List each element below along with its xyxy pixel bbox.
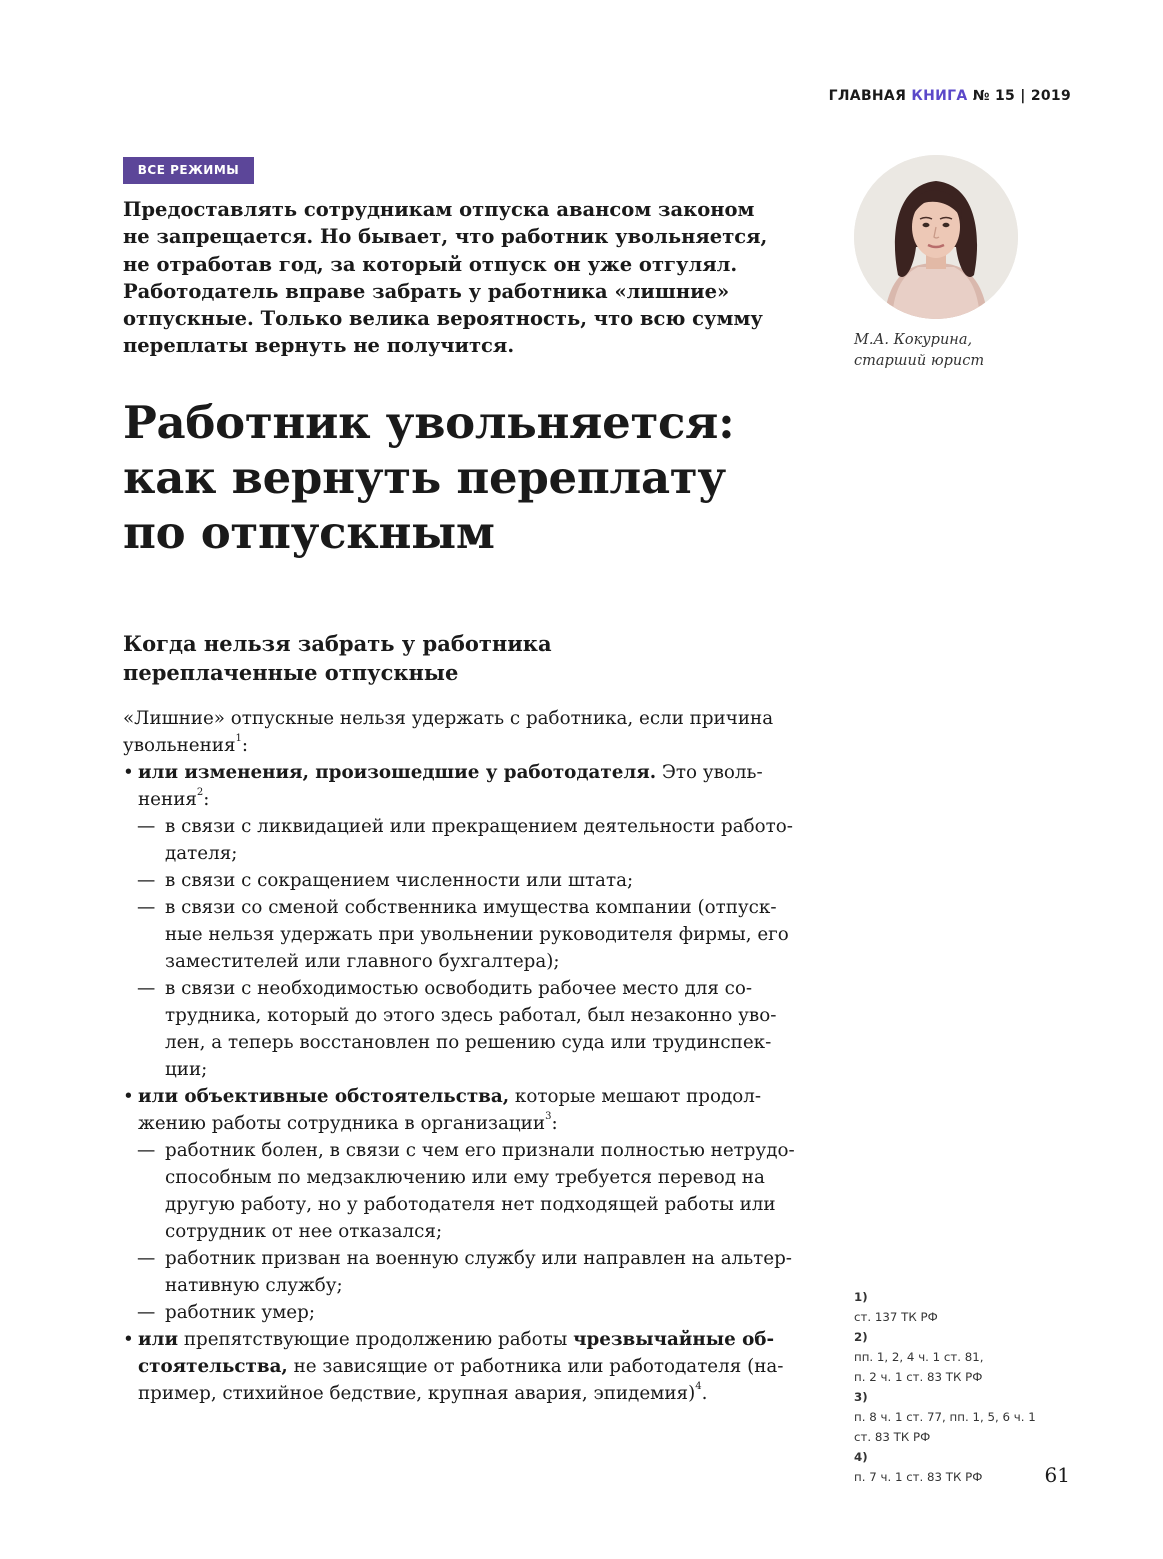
body-text: : xyxy=(203,789,210,810)
bullet-bold: или объективные обстоятельства, xyxy=(138,1086,510,1107)
footnote xyxy=(854,1447,1036,1487)
footnote-number: 4) xyxy=(854,1450,868,1464)
footnote-ref: 1 xyxy=(235,733,242,744)
body-text: работник умер; xyxy=(165,1302,315,1323)
bullet-item xyxy=(123,1326,813,1353)
dash-mark: — xyxy=(137,816,156,837)
footnote-cont: п. 2 ч. 1 ст. 83 ТК РФ xyxy=(854,1370,983,1384)
body-line xyxy=(123,1110,813,1137)
article-headline xyxy=(123,395,734,560)
bullet-bold: чрезвычайные об- xyxy=(573,1329,775,1350)
footnote-text: п. 8 ч. 1 ст. 77, пп. 1, 5, 6 ч. 1 xyxy=(854,1410,1036,1424)
footnotes xyxy=(854,1287,1036,1487)
lead-line: Предоставлять сотрудникам отпуска авансом законом xyxy=(123,198,755,221)
footnote-number: 1) xyxy=(854,1290,868,1304)
lead-line: не запрещается. Но бывает, что работник увольняется, xyxy=(123,225,768,249)
body-text: в связи с необходимостью освободить рабочее место для со- xyxy=(165,978,753,999)
body-line: ные нельзя удержать при увольнении руководителя фирмы, его xyxy=(165,924,789,945)
subhead-line: переплаченные отпускные xyxy=(123,659,459,685)
body-line xyxy=(123,786,813,813)
body-line: нативную службу; xyxy=(165,1275,343,1296)
body-text: которые мешают продол- xyxy=(509,1086,762,1107)
headline-line: как вернуть переплату xyxy=(123,451,726,504)
dash-mark: — xyxy=(137,1302,156,1323)
footnote-ref: 2 xyxy=(196,787,204,798)
lead-line: отпускные. Только велика вероятность, что всю сумму xyxy=(123,307,763,331)
dash-item xyxy=(123,867,813,894)
bullet-mark: • xyxy=(123,762,134,783)
dash-item xyxy=(123,894,813,921)
body-line: ции; xyxy=(165,1059,208,1080)
bullet-mark: • xyxy=(123,1086,134,1107)
footnote-ref: 3 xyxy=(545,1111,552,1122)
body-text: в связи с сокращением численности или штата; xyxy=(165,870,634,891)
dash-item xyxy=(123,813,813,840)
dash-item xyxy=(123,975,813,1002)
footnote xyxy=(854,1287,1036,1327)
body-line: сотрудник от нее отказался; xyxy=(165,1221,443,1242)
body-line: трудника, который до этого здесь работал, был незаконно уво- xyxy=(165,1005,777,1026)
lead-line: переплаты вернуть не получится. xyxy=(123,334,515,358)
dash-item xyxy=(123,1299,813,1326)
body-text: работник призван на военную службу или направлен на альтер- xyxy=(165,1248,792,1269)
footnote-number: 3) xyxy=(854,1390,868,1404)
body-line xyxy=(123,1353,813,1380)
body-line: дателя; xyxy=(165,843,238,864)
body-text: : xyxy=(551,1113,558,1134)
bullet-mark: • xyxy=(123,1329,134,1350)
masthead-word1: ГЛАВНАЯ xyxy=(828,88,907,104)
footnote-cont: ст. 83 ТК РФ xyxy=(854,1430,931,1444)
bullet-bold: или изменения, произошедшие у работодателя. xyxy=(138,762,657,783)
dash-mark: — xyxy=(137,870,156,891)
body-text: . xyxy=(701,1383,708,1404)
headline-line: по отпускным xyxy=(123,506,495,559)
footnote xyxy=(854,1327,1036,1367)
body-line: способным по медзаключению или ему требуется перевод на xyxy=(165,1167,765,1188)
bullet-item xyxy=(123,759,813,786)
dash-item xyxy=(123,1245,813,1272)
body-text: в связи с ликвидацией или прекращением деятельности работо- xyxy=(165,816,793,837)
author-name: М.А. Кокурина, xyxy=(854,332,973,348)
masthead xyxy=(829,88,1071,104)
author-caption xyxy=(854,330,984,372)
footnote-number: 2) xyxy=(854,1330,868,1344)
body-text: пример, стихийное бедствие, крупная авария, эпидемия) xyxy=(138,1383,696,1404)
footnote-text: ст. 137 ТК РФ xyxy=(854,1310,938,1324)
page-number: 61 xyxy=(1044,1463,1070,1487)
author-portrait-image xyxy=(854,155,1018,319)
footnote-text: пп. 1, 2, 4 ч. 1 ст. 81, xyxy=(854,1350,984,1364)
dash-mark: — xyxy=(137,1248,156,1269)
headline-line: Работник увольняется: xyxy=(123,396,735,449)
body-text: увольнения xyxy=(123,735,236,756)
body-text: Это уволь- xyxy=(656,762,763,783)
dash-item xyxy=(123,1137,813,1164)
footnote-text: п. 7 ч. 1 ст. 83 ТК РФ xyxy=(854,1470,983,1484)
body-line: заместителей или главного бухгалтера); xyxy=(165,951,560,972)
body-line: «Лишние» отпускные нельзя удержать с работника, если причина xyxy=(123,708,774,729)
bullet-bold: или xyxy=(138,1329,179,1350)
footnote-ref: 4 xyxy=(695,1381,702,1392)
author-role: старший юрист xyxy=(854,353,985,369)
body-line: лен, а теперь восстановлен по решению суда или трудинспек- xyxy=(165,1032,772,1053)
body-text: : xyxy=(241,735,249,756)
body-text: работник болен, в связи с чем его признали полностью нетрудо- xyxy=(165,1140,795,1161)
article-body xyxy=(123,705,813,1407)
lead-line: Работодатель вправе забрать у работника «лишние» xyxy=(123,279,730,303)
body-text: препятствующие продолжению работы xyxy=(178,1329,574,1350)
dash-mark: — xyxy=(137,1140,156,1161)
masthead-issue: № 15 | 2019 xyxy=(972,88,1071,104)
dash-mark: — xyxy=(137,897,156,918)
bullet-item xyxy=(123,1083,813,1110)
body-text: в связи со сменой собственника имущества компании (отпуск- xyxy=(165,897,777,918)
footnote xyxy=(854,1387,1036,1427)
body-text: не зависящие от работника или работодателя (на- xyxy=(287,1356,784,1377)
dash-mark: — xyxy=(137,978,156,999)
body-line: другую работу, но у работодателя нет подходящей работы или xyxy=(165,1194,776,1215)
lead-line: не отработав год, за который отпуск он уже отгулял. xyxy=(123,252,738,276)
body-line xyxy=(123,1380,813,1407)
author-photo xyxy=(854,155,1018,319)
body-text: нения xyxy=(138,789,197,810)
body-line xyxy=(123,732,813,759)
section-heading xyxy=(123,630,552,687)
lead-paragraph xyxy=(123,196,803,360)
category-tag: ВСЕ РЕЖИМЫ xyxy=(123,157,254,184)
subhead-line: Когда нельзя забрать у работника xyxy=(123,631,552,656)
body-text: жению работы сотрудника в организации xyxy=(138,1113,546,1134)
bullet-bold: стоятельства, xyxy=(138,1356,288,1377)
masthead-word2: КНИГА xyxy=(911,88,968,104)
